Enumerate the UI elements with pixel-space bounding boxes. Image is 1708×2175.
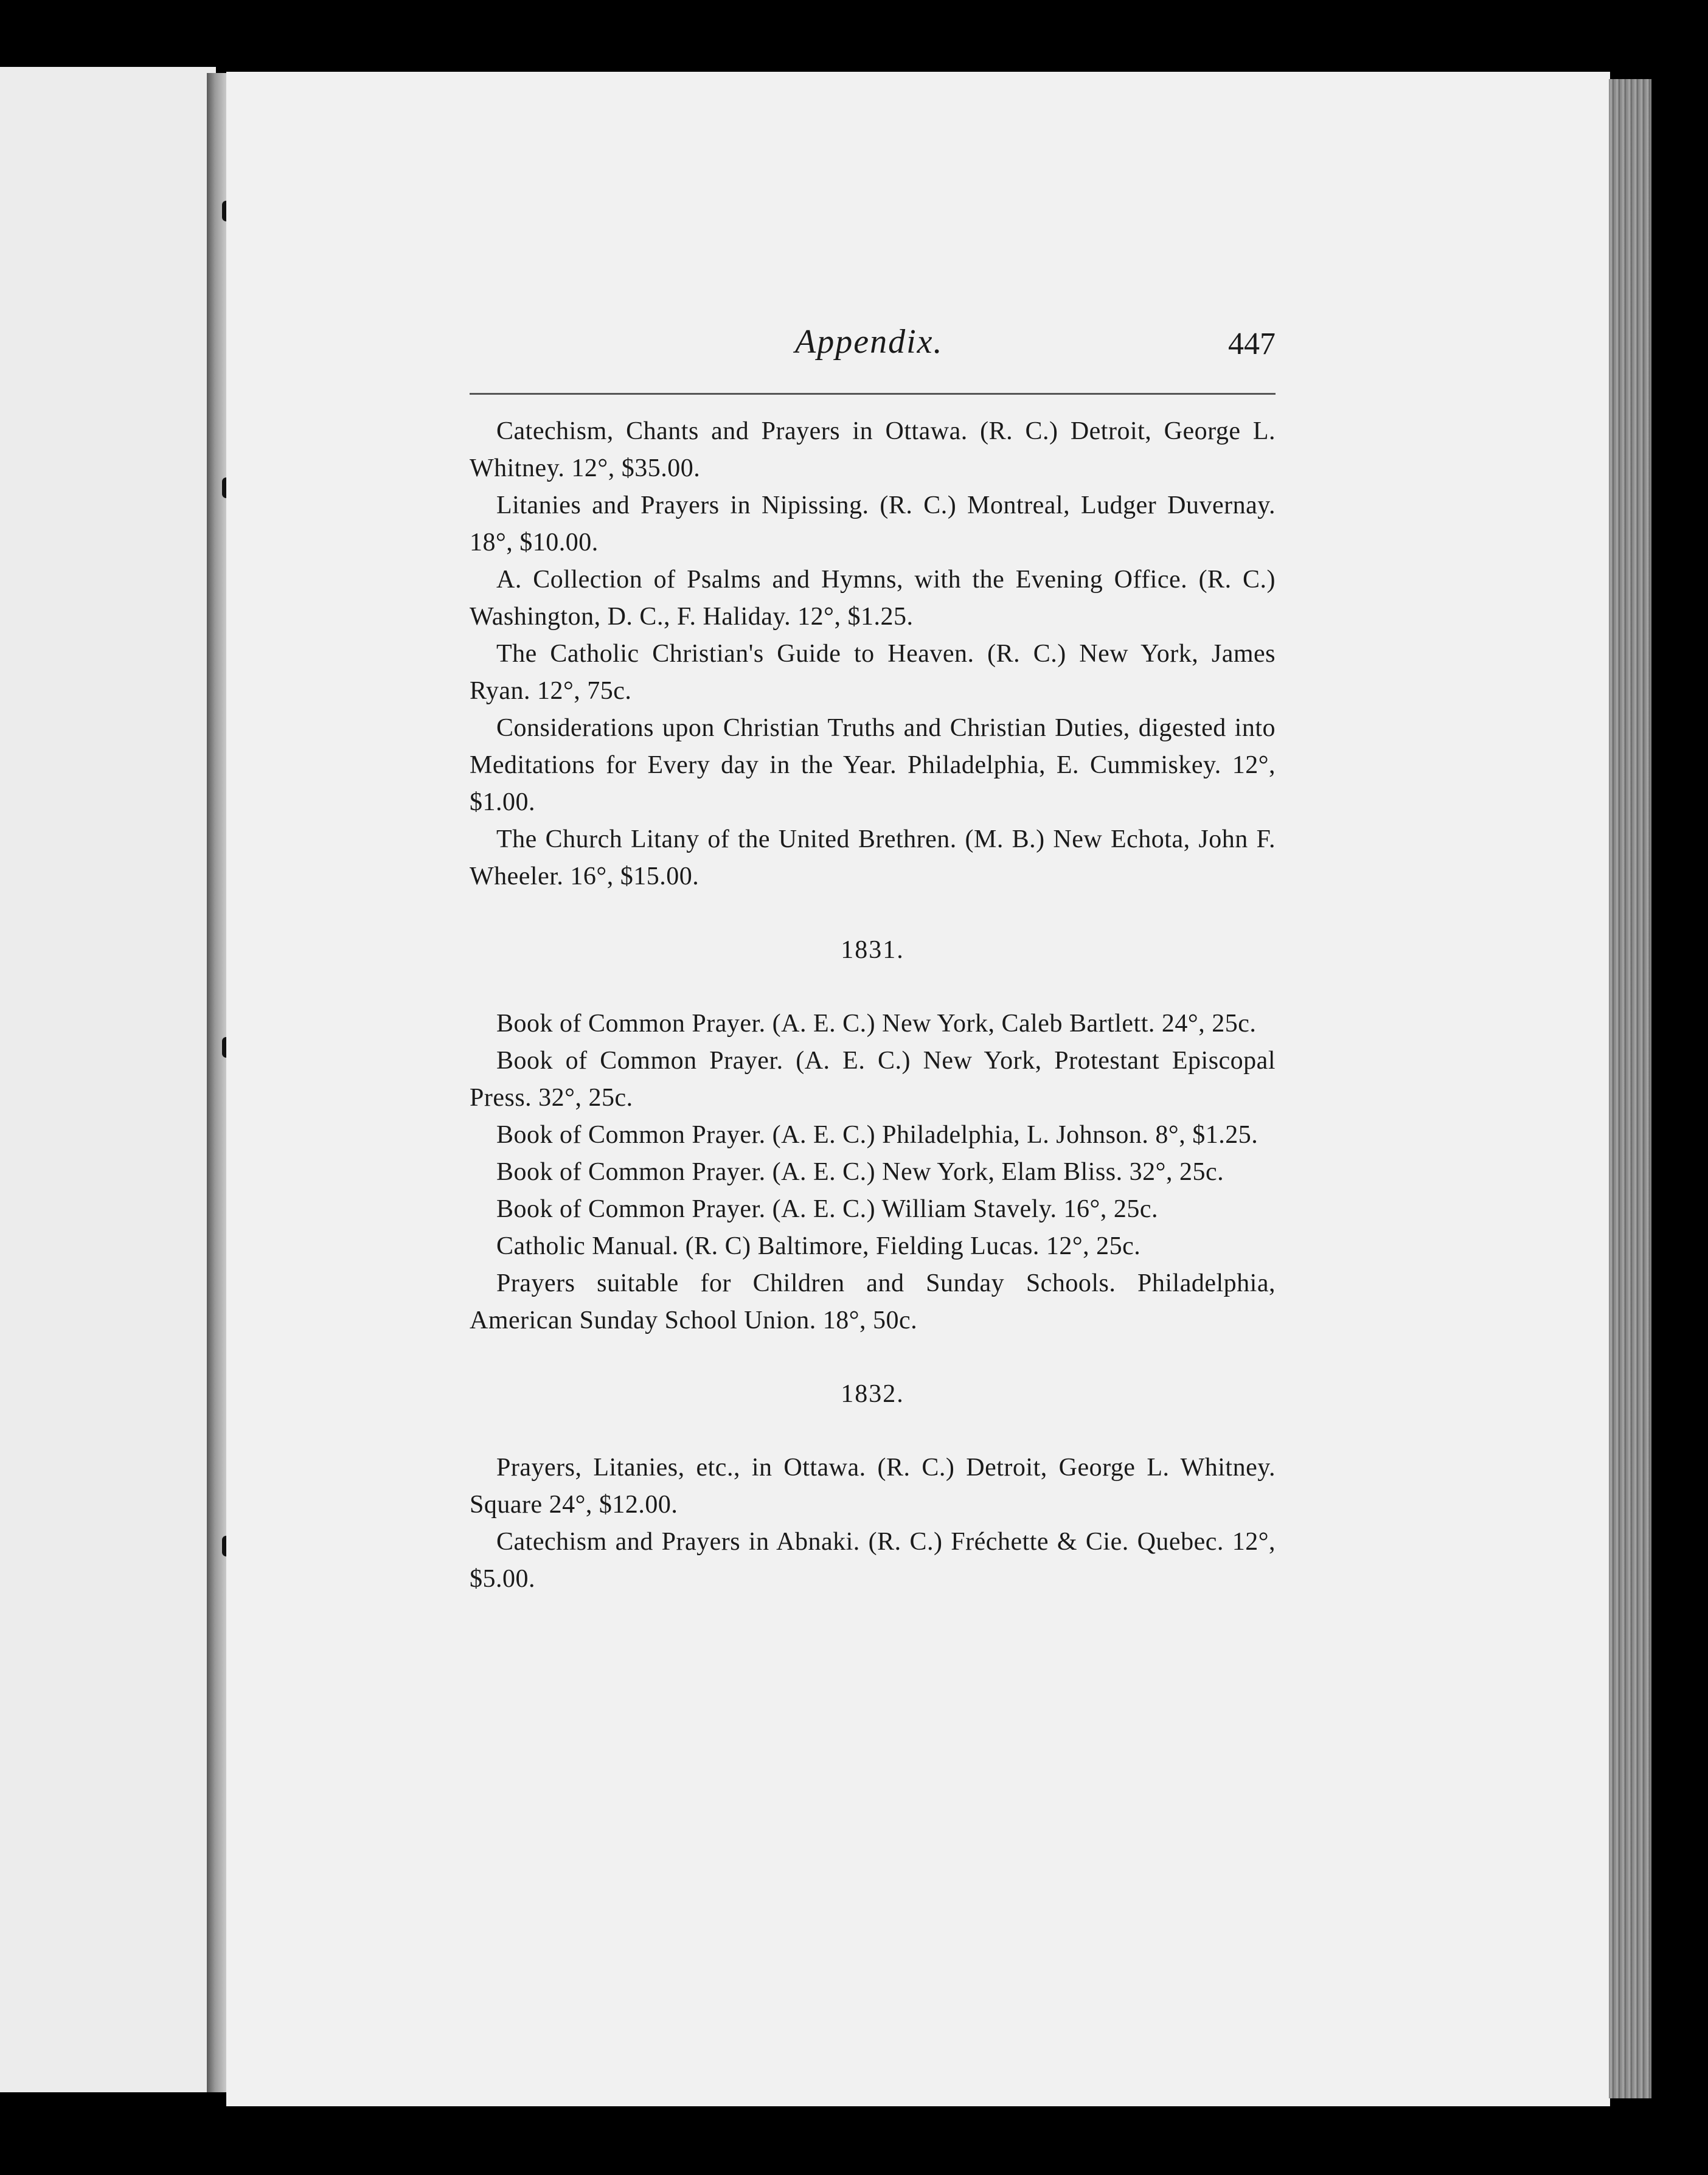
entries-1831 xyxy=(470,1005,1276,1339)
book-gutter xyxy=(207,73,227,2092)
running-title: Appendix. xyxy=(795,323,943,361)
bibliography-entry: Catholic Manual. (R. C) Baltimore, Fielding Lucas. 12°, 25c. xyxy=(496,1232,1141,1260)
bibliography-entry: Prayers suitable for Children and Sunday Schools. Philadelphia, American Sunday School Union. 18°, 50c. xyxy=(470,1269,1276,1334)
year-heading: 1832. xyxy=(841,1380,904,1408)
page-number: 447 xyxy=(1228,327,1276,361)
bibliography-entry: Prayers, Litanies, etc., in Ottawa. (R. C.) Detroit, George L. Whitney. Square 24°, $12.00. xyxy=(470,1454,1276,1519)
left-facing-page xyxy=(0,67,216,2092)
page-content xyxy=(470,316,1276,1598)
bibliography-entry: Considerations upon Christian Truths and Christian Duties, digested into Meditations for Every day in the Year. Philadelphia, E. Cummiskey. 12°, $1.00. xyxy=(470,714,1276,816)
entries-1832 xyxy=(470,1449,1276,1598)
page-fore-edge xyxy=(1609,79,1651,2098)
bibliography-entry: Catechism and Prayers in Abnaki. (R. C.) Fréchette & Cie. Quebec. 12°, $5.00. xyxy=(470,1528,1276,1593)
bibliography-entry: Book of Common Prayer. (A. E. C.) William Stavely. 16°, 25c. xyxy=(496,1195,1158,1223)
bibliography-entry: The Church Litany of the United Brethren. (M. B.) New Echota, John F. Wheeler. 16°, $15.00. xyxy=(470,825,1276,890)
bibliography-entry: The Catholic Christian's Guide to Heaven. (R. C.) New York, James Ryan. 12°, 75c. xyxy=(470,640,1276,705)
bibliography-entry: Litanies and Prayers in Nipissing. (R. C.) Montreal, Ludger Duvernay. 18°, $10.00. xyxy=(470,491,1276,557)
entries-1830 xyxy=(470,413,1276,895)
bibliography-entry: A. Collection of Psalms and Hymns, with the Evening Office. (R. C.) Washington, D. C., F. Haliday. 12°, $1.25. xyxy=(470,566,1276,631)
bibliography-entry: Book of Common Prayer. (A. E. C.) Philadelphia, L. Johnson. 8°, $1.25. xyxy=(496,1121,1258,1149)
running-head xyxy=(470,316,1276,377)
bibliography-entry: Book of Common Prayer. (A. E. C.) New York, Elam Bliss. 32°, 25c. xyxy=(496,1158,1224,1186)
year-heading: 1831. xyxy=(841,936,904,964)
header-rule xyxy=(470,393,1276,395)
bibliography-entry: Book of Common Prayer. (A. E. C.) New York, Protestant Episcopal Press. 32°, 25c. xyxy=(470,1047,1276,1112)
bibliography-entry: Catechism, Chants and Prayers in Ottawa. (R. C.) Detroit, George L. Whitney. 12°, $35.00. xyxy=(470,417,1276,482)
bibliography-entry: Book of Common Prayer. (A. E. C.) New York, Caleb Bartlett. 24°, 25c. xyxy=(496,1010,1257,1038)
